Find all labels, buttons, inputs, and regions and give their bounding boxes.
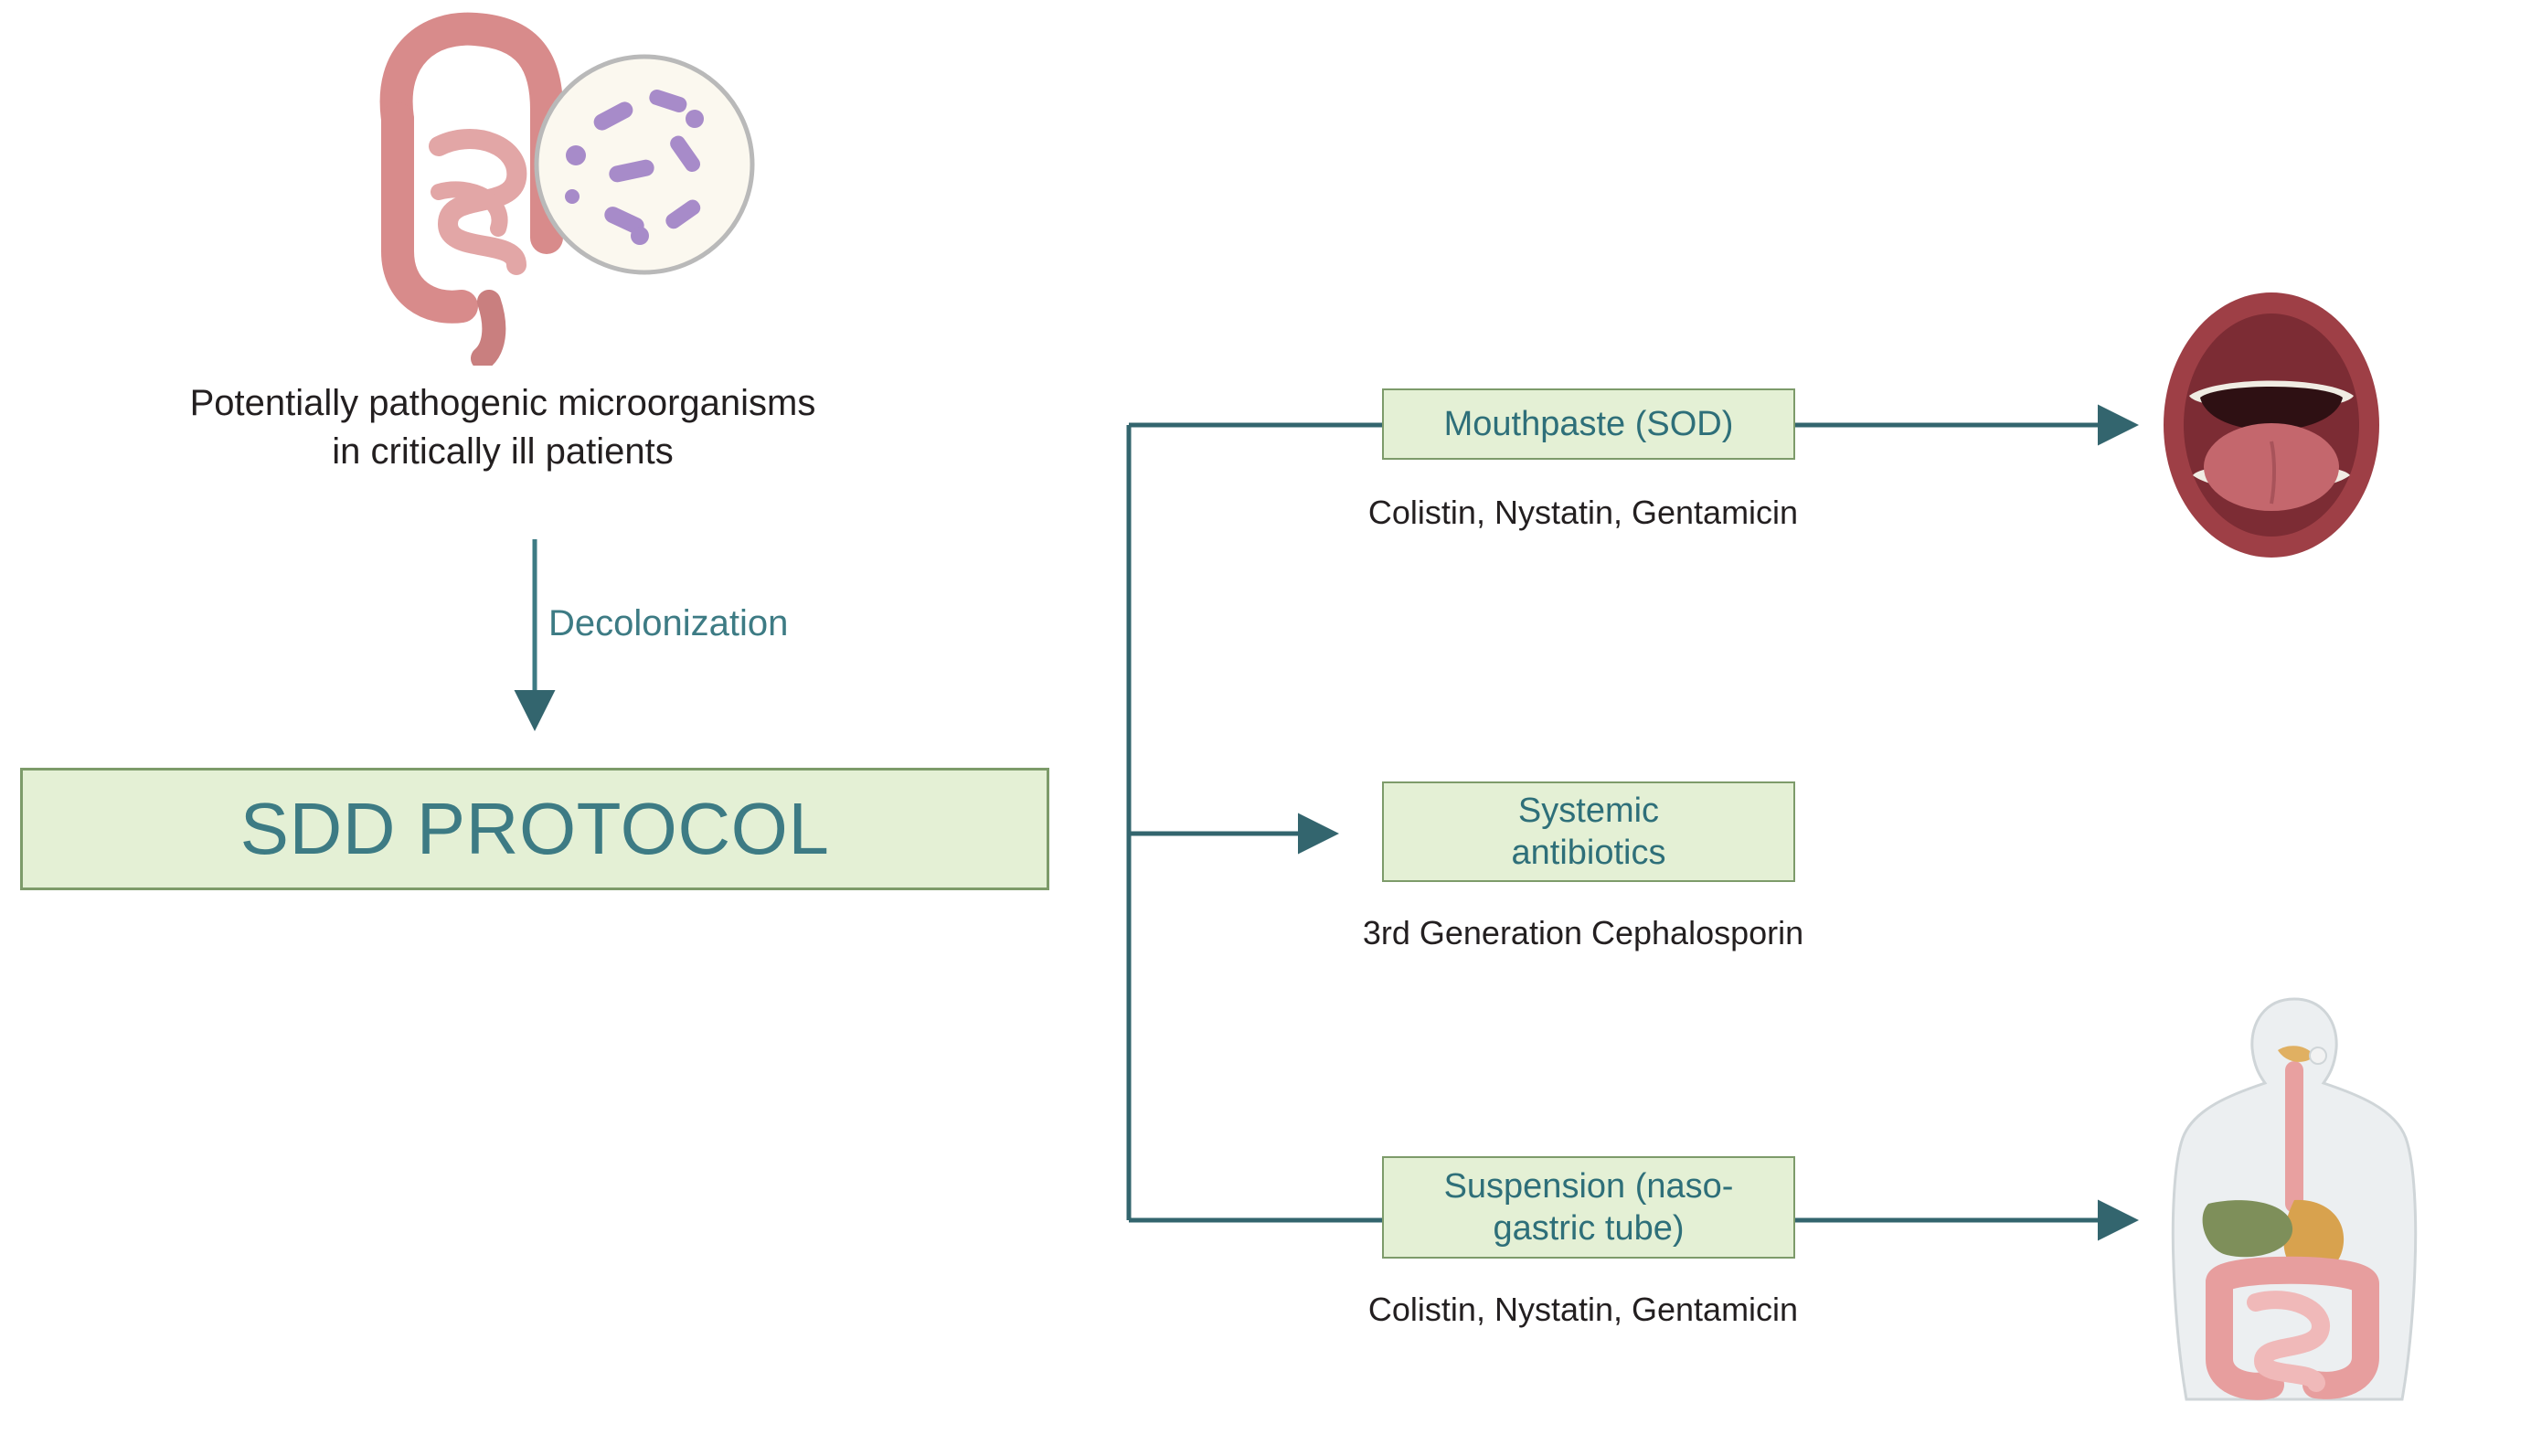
decolonization-label: Decolonization <box>548 603 789 643</box>
sdd-protocol-label: SDD PROTOCOL <box>239 788 830 869</box>
branch-node-mouthpaste-label: Mouthpaste (SOD) <box>1443 404 1734 443</box>
branch-node-systemic-label-line2: antibiotics <box>1511 834 1666 872</box>
source-caption-line2: in critically ill patients <box>332 430 674 472</box>
sdd-protocol-box[interactable] <box>20 768 1049 890</box>
branch-node-systemic-label-line1: Systemic <box>1517 791 1660 830</box>
open-mouth-icon <box>2153 288 2390 562</box>
source-caption-line1: Potentially pathogenic microorganisms <box>189 383 816 423</box>
branch-node-systemic-antibiotics[interactable] <box>1382 781 1795 882</box>
branch-drugs-mouthpaste: Colistin, Nystatin, Gentamicin <box>1367 494 1799 531</box>
branch-node-suspension-label-line1: Suspension (naso- <box>1443 1166 1734 1206</box>
human-digestive-tract-icon <box>2121 992 2468 1412</box>
branch-drugs-suspension: Colistin, Nystatin, Gentamicin <box>1367 1291 1799 1328</box>
branch-drugs-systemic: 3rd Generation Cephalosporin <box>1362 914 1804 951</box>
intestine-with-bacteria-icon <box>302 9 759 366</box>
source-caption <box>101 379 905 476</box>
branch-node-suspension[interactable] <box>1382 1156 1795 1259</box>
branch-node-mouthpaste[interactable] <box>1382 388 1795 460</box>
branch-node-suspension-label-line2: gastric tube) <box>1493 1209 1685 1248</box>
